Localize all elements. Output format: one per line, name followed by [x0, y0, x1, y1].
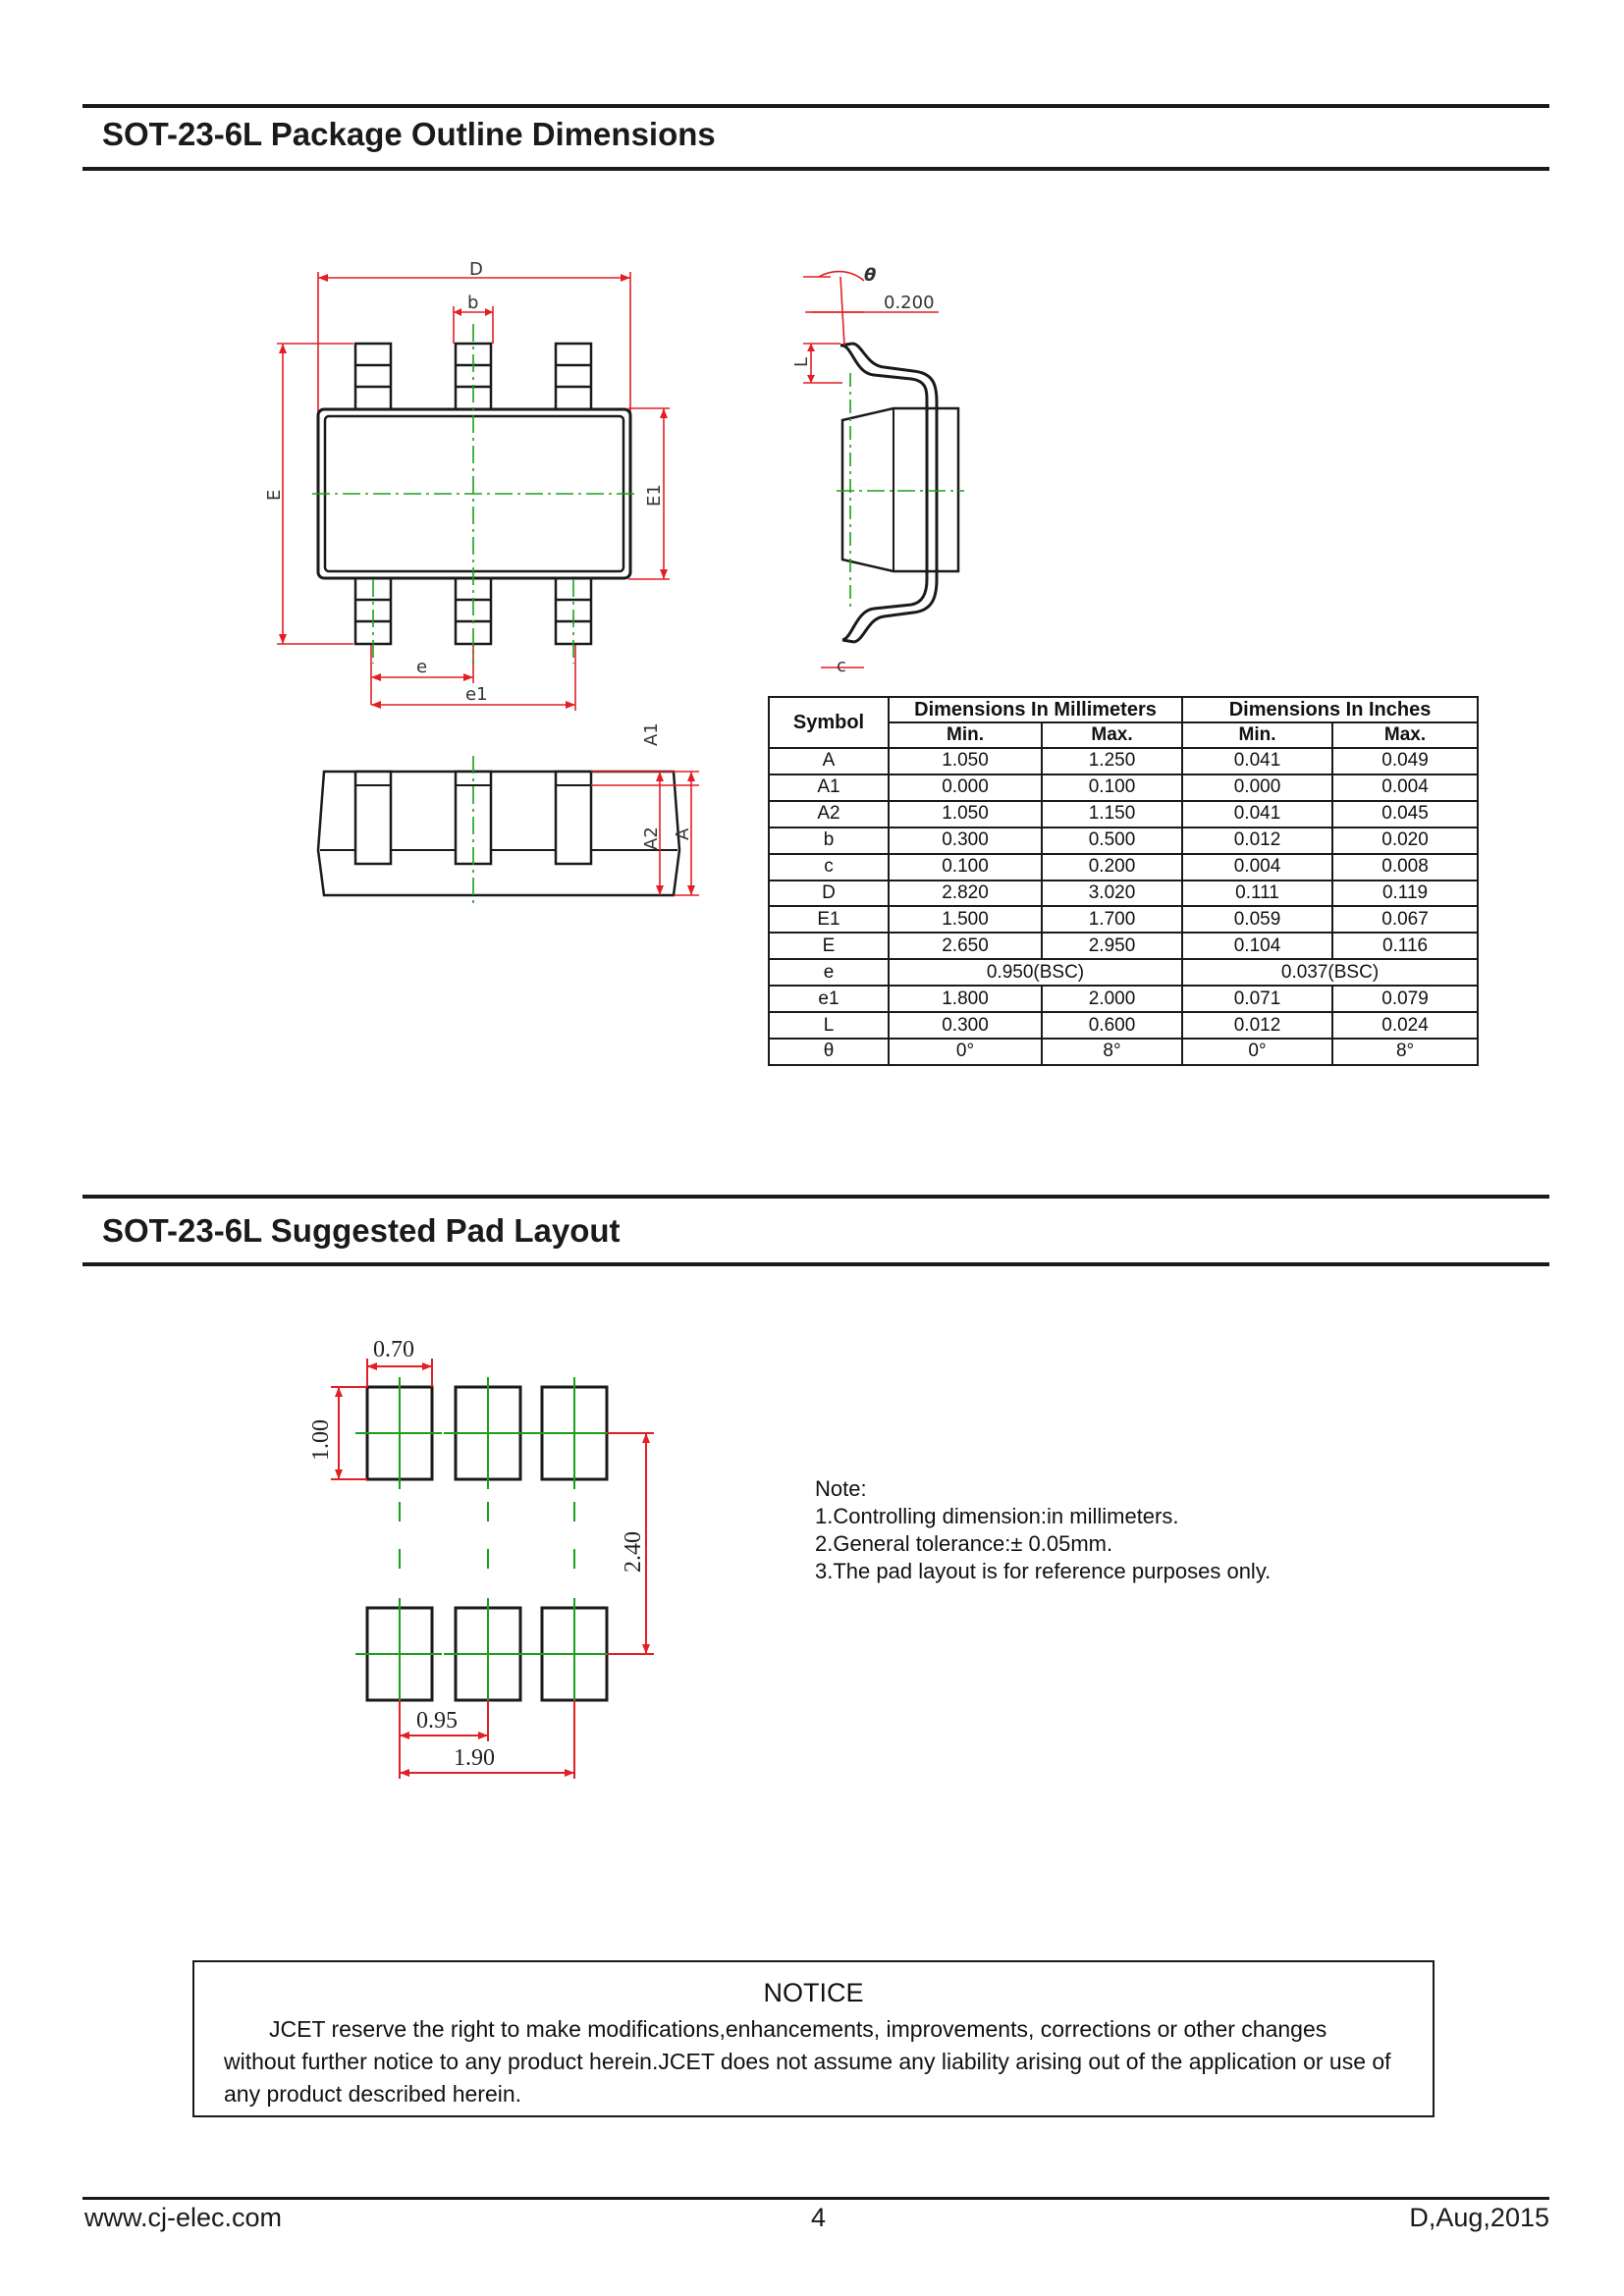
- label-A2: A2: [641, 827, 662, 850]
- cell-in-min: 0.004: [1182, 854, 1332, 881]
- cell-symbol: b: [769, 828, 889, 854]
- cell-in-max: 0.049: [1332, 748, 1478, 774]
- cell-in-max: 0.116: [1332, 933, 1478, 959]
- cell-symbol: A: [769, 748, 889, 774]
- notice-box: [192, 1960, 1435, 2117]
- pad-layout-notes: [815, 1475, 1271, 1585]
- section2-title: SOT-23-6L Suggested Pad Layout: [102, 1212, 621, 1249]
- section1-title: SOT-23-6L Package Outline Dimensions: [102, 116, 716, 152]
- cell-mm-min: 0.300: [889, 1012, 1042, 1039]
- table-header-symbol: Symbol: [769, 697, 889, 748]
- cell-in-min: 0.012: [1182, 1012, 1332, 1039]
- label-e1: e1: [465, 684, 488, 705]
- cell-symbol: c: [769, 854, 889, 881]
- note-item: 3.The pad layout is for reference purposes only.: [815, 1559, 1272, 1583]
- cell-mm-max: 8°: [1042, 1039, 1182, 1065]
- table-header-mm: Dimensions In Millimeters: [889, 697, 1182, 722]
- cell-in-max: 0.067: [1332, 906, 1478, 933]
- cell-mm-max: 1.250: [1042, 748, 1182, 774]
- cell-mm-min: 1.050: [889, 801, 1042, 828]
- cell-mm-max: 2.950: [1042, 933, 1182, 959]
- cell-in-max: 0.004: [1332, 774, 1478, 801]
- cell-mm-min: 0.000: [889, 774, 1042, 801]
- cell-mm-max: 0.500: [1042, 828, 1182, 854]
- cell-mm-min: 1.500: [889, 906, 1042, 933]
- cell-in-min: 0°: [1182, 1039, 1332, 1065]
- table-header-in: Dimensions In Inches: [1182, 697, 1478, 722]
- table-header-in-max: Max.: [1332, 722, 1478, 748]
- cell-in-min: 0.104: [1182, 933, 1332, 959]
- cell-mm-max: 0.200: [1042, 854, 1182, 881]
- label-span: 1.90: [454, 1745, 495, 1771]
- footer-revision: D,Aug,2015: [1409, 2203, 1549, 2232]
- cell-mm-min: 2.650: [889, 933, 1042, 959]
- table-header-mm-max: Max.: [1042, 722, 1182, 748]
- footer-website: www.cj-elec.com: [84, 2203, 283, 2232]
- cell-mm-max: 3.020: [1042, 881, 1182, 907]
- cell-mm-max: 2.000: [1042, 986, 1182, 1012]
- label-lead-thickness: 0.200: [884, 293, 935, 313]
- label-pad-width: 0.70: [373, 1337, 414, 1362]
- label-theta: θ: [864, 265, 877, 286]
- cell-in-max: 0.119: [1332, 881, 1478, 907]
- cell-in-min: 0.111: [1182, 881, 1332, 907]
- table-header-in-min: Min.: [1182, 722, 1332, 748]
- cell-symbol: E1: [769, 906, 889, 933]
- cell-symbol: A1: [769, 774, 889, 801]
- cell-mm-max: 0.600: [1042, 1012, 1182, 1039]
- cell-symbol: D: [769, 881, 889, 907]
- cell-in-min: 0.071: [1182, 986, 1332, 1012]
- cell-in-max: 0.008: [1332, 854, 1478, 881]
- cell-in-min: 0.000: [1182, 774, 1332, 801]
- cell-in-bsc: 0.037(BSC): [1182, 959, 1478, 986]
- cell-in-min: 0.041: [1182, 748, 1332, 774]
- cell-symbol: e: [769, 959, 889, 986]
- cell-symbol: E: [769, 933, 889, 959]
- cell-mm-max: 1.700: [1042, 906, 1182, 933]
- cell-mm-min: 0.300: [889, 828, 1042, 854]
- label-c: c: [837, 656, 846, 676]
- label-A1: A1: [641, 722, 662, 746]
- label-pitch: 0.95: [416, 1708, 458, 1734]
- label-row-spacing: 2.40: [621, 1531, 646, 1573]
- cell-in-max: 0.024: [1332, 1012, 1478, 1039]
- label-E1: E1: [644, 484, 665, 507]
- cell-in-min: 0.041: [1182, 801, 1332, 828]
- footer-rule: [82, 2197, 1549, 2200]
- notice-title: NOTICE: [763, 1978, 864, 2007]
- label-E: E: [264, 489, 285, 501]
- cell-mm-min: 0.100: [889, 854, 1042, 881]
- label-D: D: [469, 259, 483, 280]
- cell-symbol: L: [769, 1012, 889, 1039]
- cell-mm-min: 1.800: [889, 986, 1042, 1012]
- cell-mm-bsc: 0.950(BSC): [889, 959, 1182, 986]
- cell-in-min: 0.059: [1182, 906, 1332, 933]
- footer-page-number: 4: [811, 2203, 827, 2232]
- label-A: A: [673, 828, 693, 840]
- label-pad-height: 1.00: [308, 1419, 334, 1461]
- note-item: 2.General tolerance:± 0.05mm.: [815, 1531, 1113, 1556]
- cell-mm-max: 0.100: [1042, 774, 1182, 801]
- cell-mm-min: 0°: [889, 1039, 1042, 1065]
- table-header-mm-min: Min.: [889, 722, 1042, 748]
- label-L: L: [791, 356, 812, 367]
- cell-mm-min: 1.050: [889, 748, 1042, 774]
- cell-symbol: e1: [769, 986, 889, 1012]
- cell-in-max: 0.020: [1332, 828, 1478, 854]
- cell-symbol: θ: [769, 1039, 889, 1065]
- note-item: 1.Controlling dimension:in millimeters.: [815, 1504, 1179, 1528]
- cell-in-min: 0.012: [1182, 828, 1332, 854]
- notes-heading: Note:: [815, 1476, 867, 1501]
- cell-in-max: 0.079: [1332, 986, 1478, 1012]
- cell-in-max: 8°: [1332, 1039, 1478, 1065]
- cell-in-max: 0.045: [1332, 801, 1478, 828]
- label-e: e: [416, 657, 428, 677]
- cell-mm-min: 2.820: [889, 881, 1042, 907]
- cell-mm-max: 1.150: [1042, 801, 1182, 828]
- label-b: b: [467, 293, 479, 313]
- cell-symbol: A2: [769, 801, 889, 828]
- notice-body: JCET reserve the right to make modifications,enhancements, improvements, corrections or other changes without further notice to any product herein.JCET does not assume any liability arising out of the application or use of any product described herein.: [224, 2016, 1391, 2107]
